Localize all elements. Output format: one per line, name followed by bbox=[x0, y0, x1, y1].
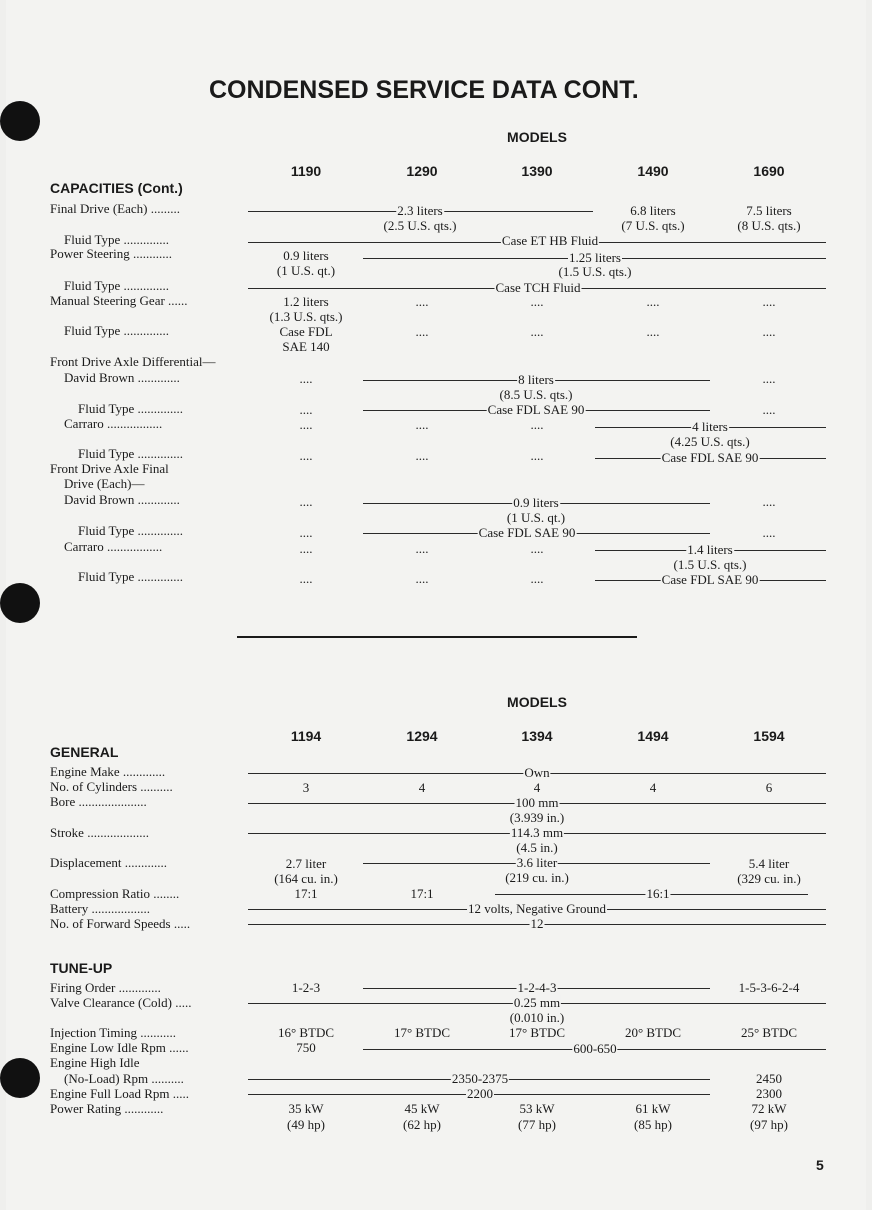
dash: .... bbox=[530, 324, 544, 339]
value-bore: 100 mm bbox=[515, 795, 559, 810]
value-db-final-fluid: Case FDL SAE 90 bbox=[478, 525, 576, 540]
row-label-fda-differential: Front Drive Axle Differential— bbox=[50, 354, 216, 369]
value-firing-order-1194: 1-2-3 bbox=[291, 980, 321, 995]
model-header: 1494 bbox=[637, 728, 669, 744]
value-displacement-1194-cu: (164 cu. in.) bbox=[274, 871, 338, 886]
row-label-fluid-type: Fluid Type .............. bbox=[78, 446, 184, 461]
dash: .... bbox=[762, 402, 776, 417]
value-compression-1294: 17:1 bbox=[410, 886, 434, 901]
value-power-1294-hp: (62 hp) bbox=[403, 1117, 441, 1132]
row-label-fluid-type: Fluid Type .............. bbox=[64, 232, 170, 247]
row-label-david-brown: David Brown ............. bbox=[64, 370, 180, 385]
value-power-1594: 72 kW bbox=[751, 1101, 787, 1116]
row-label-valve-clearance: Valve Clearance (Cold) ..... bbox=[50, 995, 192, 1010]
value-displacement-1194: 2.7 liter bbox=[285, 856, 327, 871]
model-header: 1190 bbox=[290, 163, 322, 179]
value-final-drive-fluid: Case ET HB Fluid bbox=[501, 233, 599, 248]
value-compression-1194: 17:1 bbox=[294, 886, 318, 901]
models-label: MODELS bbox=[507, 694, 567, 710]
value-manual-steering-fluid: Case FDL bbox=[279, 324, 333, 339]
value-final-drive-1690-us: (8 U.S. qts.) bbox=[737, 218, 801, 233]
row-label-fda-final-each: Drive (Each)— bbox=[64, 476, 145, 491]
value-power-1494: 61 kW bbox=[635, 1101, 671, 1116]
value-manual-steering-1190: 1.2 liters bbox=[283, 294, 329, 309]
value-power-steering-1190-us: (1 U.S. qt.) bbox=[276, 263, 336, 278]
binder-hole bbox=[0, 101, 40, 141]
value-stroke: 114.3 mm bbox=[510, 825, 564, 840]
page-title: CONDENSED SERVICE DATA CONT. bbox=[209, 76, 639, 104]
value-displacement-cu: (219 cu. in.) bbox=[505, 870, 569, 885]
value-cylinders-1194: 3 bbox=[302, 780, 310, 795]
value-final-drive-1490-us: (7 U.S. qts.) bbox=[621, 218, 685, 233]
page-number: 5 bbox=[816, 1157, 824, 1173]
dash: .... bbox=[415, 324, 429, 339]
value-power-steering-fluid: Case TCH Fluid bbox=[495, 280, 581, 295]
value-final-drive-1690: 7.5 liters bbox=[746, 203, 792, 218]
value-displacement-1594: 5.4 liter bbox=[748, 856, 790, 871]
row-label-fluid-type: Fluid Type .............. bbox=[78, 523, 184, 538]
dash: .... bbox=[299, 371, 313, 386]
value-low-idle-1194: 750 bbox=[296, 1040, 316, 1055]
value-battery: 12 volts, Negative Ground bbox=[468, 901, 606, 916]
dash: .... bbox=[762, 494, 776, 509]
row-label-engine-make: Engine Make ............. bbox=[50, 764, 166, 779]
value-low-idle: 600-650 bbox=[573, 1041, 617, 1056]
value-cylinders-1494: 4 bbox=[649, 780, 657, 795]
row-label-battery: Battery .................. bbox=[50, 901, 151, 916]
value-carraro-final: 1.4 liters bbox=[687, 542, 733, 557]
row-label-full-load: Engine Full Load Rpm ..... bbox=[50, 1086, 190, 1101]
dash: .... bbox=[646, 294, 660, 309]
dash: .... bbox=[530, 294, 544, 309]
value-db-final: 0.9 liters bbox=[513, 495, 559, 510]
dash: .... bbox=[762, 294, 776, 309]
dash: .... bbox=[415, 417, 429, 432]
value-injection-1294: 17° BTDC bbox=[393, 1025, 451, 1040]
row-label-firing-order: Firing Order ............. bbox=[50, 980, 161, 995]
value-final-drive-1490: 6.8 liters bbox=[630, 203, 676, 218]
row-label-cylinders: No. of Cylinders .......... bbox=[50, 779, 173, 794]
dash: .... bbox=[530, 571, 544, 586]
value-carraro-differential-fluid: Case FDL SAE 90 bbox=[661, 450, 759, 465]
value-engine-make: Own bbox=[524, 765, 550, 780]
binder-hole bbox=[0, 1058, 40, 1098]
value-injection-1594: 25° BTDC bbox=[740, 1025, 798, 1040]
row-label-power-steering: Power Steering ............ bbox=[50, 246, 173, 261]
row-label-injection-timing: Injection Timing ........... bbox=[50, 1025, 177, 1040]
value-power-1194-hp: (49 hp) bbox=[287, 1117, 325, 1132]
value-power-1394-hp: (77 hp) bbox=[518, 1117, 556, 1132]
value-carraro-differential: 4 liters bbox=[692, 419, 728, 434]
value-carraro-final-fluid: Case FDL SAE 90 bbox=[661, 572, 759, 587]
section-heading-capacities: CAPACITIES (Cont.) bbox=[50, 180, 183, 196]
section-divider bbox=[237, 636, 637, 638]
row-label-compression: Compression Ratio ........ bbox=[50, 886, 180, 901]
value-power-1594-hp: (97 hp) bbox=[750, 1117, 788, 1132]
section-heading-general: GENERAL bbox=[50, 744, 119, 760]
dash: .... bbox=[762, 371, 776, 386]
row-label-high-idle: Engine High Idle bbox=[50, 1055, 140, 1070]
value-carraro-differential-us: (4.25 U.S. qts.) bbox=[670, 434, 750, 449]
row-label-low-idle: Engine Low Idle Rpm ...... bbox=[50, 1040, 189, 1055]
value-power-1194: 35 kW bbox=[288, 1101, 324, 1116]
row-label-final-drive: Final Drive (Each) ......... bbox=[50, 201, 180, 216]
row-label-stroke: Stroke ................... bbox=[50, 825, 149, 840]
dash: .... bbox=[530, 448, 544, 463]
value-power-1294: 45 kW bbox=[404, 1101, 440, 1116]
row-label-fluid-type: Fluid Type .............. bbox=[78, 569, 184, 584]
value-power-steering-us: (1.5 U.S. qts.) bbox=[558, 264, 632, 279]
value-power-1394: 53 kW bbox=[519, 1101, 555, 1116]
value-compression: 16:1 bbox=[646, 886, 670, 901]
value-cylinders-1294: 4 bbox=[418, 780, 426, 795]
value-firing-order-1594: 1-5-3-6-2-4 bbox=[738, 980, 800, 995]
dash: .... bbox=[299, 448, 313, 463]
dash: .... bbox=[530, 541, 544, 556]
value-high-idle: 2350-2375 bbox=[451, 1071, 509, 1086]
dash: .... bbox=[762, 324, 776, 339]
value-valve-clearance: 0.25 mm bbox=[513, 995, 561, 1010]
value-final-drive-us: (2.5 U.S. qts.) bbox=[383, 218, 457, 233]
dash: .... bbox=[299, 417, 313, 432]
value-cylinders-1594: 6 bbox=[765, 780, 773, 795]
value-valve-clearance-in: (0.010 in.) bbox=[509, 1010, 565, 1025]
row-label-manual-steering: Manual Steering Gear ...... bbox=[50, 293, 188, 308]
row-label-bore: Bore ..................... bbox=[50, 794, 147, 809]
value-full-load-1594: 2300 bbox=[756, 1086, 782, 1101]
row-label-fda-final: Front Drive Axle Final bbox=[50, 461, 169, 476]
dash: .... bbox=[299, 525, 313, 540]
value-displacement-1594-cu: (329 cu. in.) bbox=[737, 871, 801, 886]
dash: .... bbox=[415, 448, 429, 463]
row-label-fluid-type: Fluid Type .............. bbox=[64, 278, 170, 293]
dash: .... bbox=[299, 541, 313, 556]
dash: .... bbox=[299, 494, 313, 509]
value-db-final-us: (1 U.S. qt.) bbox=[506, 510, 566, 525]
dash: .... bbox=[299, 402, 313, 417]
value-injection-1194: 16° BTDC bbox=[277, 1025, 335, 1040]
value-injection-1394: 17° BTDC bbox=[508, 1025, 566, 1040]
value-firing-order: 1-2-4-3 bbox=[517, 980, 557, 995]
dash: .... bbox=[415, 541, 429, 556]
value-manual-steering-1190-us: (1.3 U.S. qts.) bbox=[269, 309, 343, 324]
value-bore-in: (3.939 in.) bbox=[509, 810, 565, 825]
dash: .... bbox=[530, 417, 544, 432]
row-label-forward-speeds: No. of Forward Speeds ..... bbox=[50, 916, 191, 931]
value-manual-steering-fluid-grade: SAE 140 bbox=[282, 339, 330, 354]
row-label-fluid-type: Fluid Type .............. bbox=[78, 401, 184, 416]
model-header: 1690 bbox=[753, 163, 785, 179]
dash: .... bbox=[415, 294, 429, 309]
value-cylinders-1394: 4 bbox=[533, 780, 541, 795]
value-db-differential: 8 liters bbox=[518, 372, 554, 387]
row-label-carraro: Carraro ................. bbox=[64, 416, 163, 431]
row-label-power-rating: Power Rating ............ bbox=[50, 1101, 164, 1116]
model-header: 1394 bbox=[521, 728, 553, 744]
row-label-carraro: Carraro ................. bbox=[64, 539, 163, 554]
models-label: MODELS bbox=[507, 129, 567, 145]
value-db-differential-us: (8.5 U.S. qts.) bbox=[499, 387, 573, 402]
dash: .... bbox=[646, 324, 660, 339]
value-injection-1494: 20° BTDC bbox=[624, 1025, 682, 1040]
value-displacement: 3.6 liter bbox=[516, 855, 558, 870]
value-power-steering: 1.25 liters bbox=[569, 250, 621, 265]
row-label-high-idle-noload: (No-Load) Rpm .......... bbox=[64, 1071, 184, 1086]
model-header: 1390 bbox=[521, 163, 553, 179]
value-power-1494-hp: (85 hp) bbox=[634, 1117, 672, 1132]
dash: .... bbox=[762, 525, 776, 540]
row-label-david-brown: David Brown ............. bbox=[64, 492, 180, 507]
dash: .... bbox=[299, 571, 313, 586]
model-header: 1490 bbox=[637, 163, 669, 179]
binder-hole bbox=[0, 583, 40, 623]
model-header: 1294 bbox=[406, 728, 438, 744]
row-label-fluid-type: Fluid Type .............. bbox=[64, 323, 170, 338]
row-label-displacement: Displacement ............. bbox=[50, 855, 167, 870]
value-final-drive: 2.3 liters bbox=[397, 203, 443, 218]
value-power-steering-1190: 0.9 liters bbox=[283, 248, 329, 263]
value-stroke-in: (4.5 in.) bbox=[516, 840, 558, 855]
model-header: 1194 bbox=[290, 728, 322, 744]
model-header: 1594 bbox=[753, 728, 785, 744]
section-heading-tuneup: TUNE-UP bbox=[50, 960, 113, 976]
value-db-differential-fluid: Case FDL SAE 90 bbox=[487, 402, 585, 417]
dash: .... bbox=[415, 571, 429, 586]
value-carraro-final-us: (1.5 U.S. qts.) bbox=[673, 557, 747, 572]
value-full-load: 2200 bbox=[467, 1086, 493, 1101]
value-high-idle-1594: 2450 bbox=[756, 1071, 782, 1086]
value-forward-speeds: 12 bbox=[530, 916, 544, 931]
model-header: 1290 bbox=[406, 163, 438, 179]
